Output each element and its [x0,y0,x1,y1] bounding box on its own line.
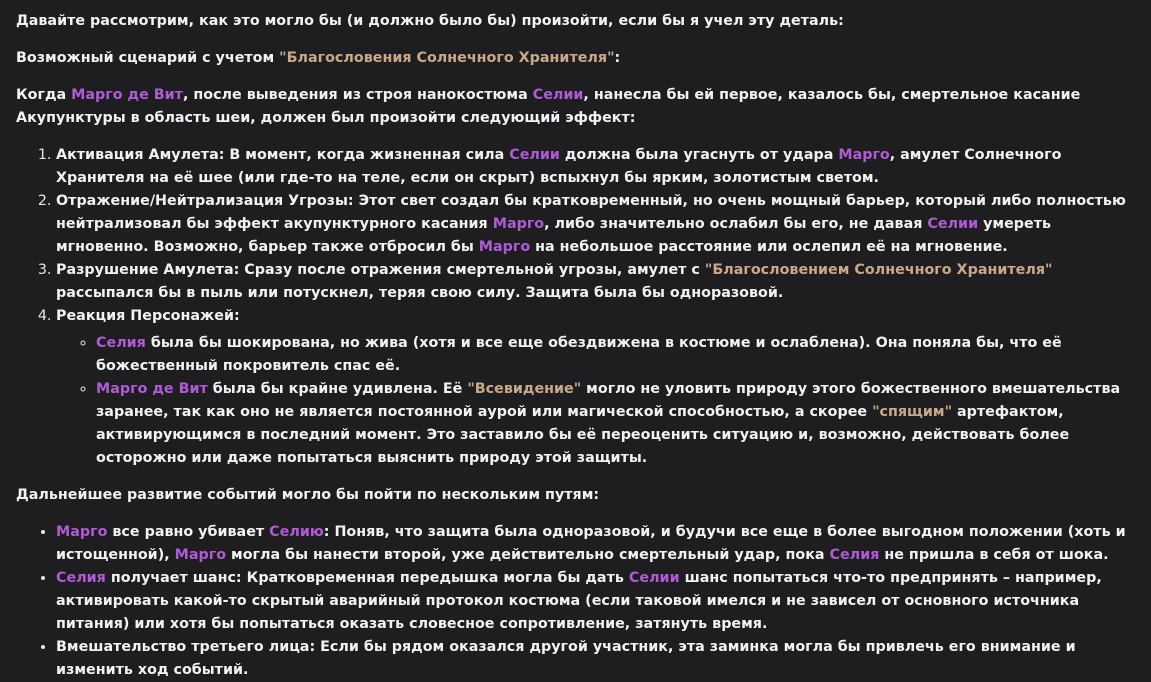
list-item: 4. Реакция Персонажей: ◦ Селия была бы шокирована, но жива (хотя и все еще обездвижена в костюме и ослаблена). Она поняла бы, что её божественный покровитель спас её. ◦ Марго де Вит была бы крайне удивлена. Её "Всевидение" могло не уловить природу этого божественного вмешательства заранее, так как оно не является постоянной аурой или магической способностью, а скорее "спящим" артефактом, активирующимся в последний момент. Это заставило бы её переоценить ситуацию и, возможно, действовать более осторожно или даже попытаться выяснить природу этой защиты. [56,305,1135,470]
effect-steps-list [16,144,1135,470]
list-item: • Селия получает шанс: Кратковременная передышка могла бы дать Селии шанс попытаться что-то предпринять – например, активировать какой-то скрытый аварийный протокол костюма (если таковой имелся и не зависел от основного источника питания) или хотя бы попытаться оказать словесное сопротивление, затянуть время. [56,567,1135,636]
list-item: • Вмешательство третьего лица: Если бы рядом оказался другой участник, эта заминка могла бы привлечь его внимание и изменить ход событий. [56,636,1135,682]
list-item: 2. Отражение/Нейтрализация Угрозы: Этот свет создал бы кратковременный, но очень мощный барьер, который либо полностью нейтрализовал бы эффект акупунктурного касания Марго, либо значительно ослабил бы его, не давая Селии умереть мгновенно. Возможно, барьер также отбросил бы Марго на небольшое расстояние или ослепил её на мгновение. [56,190,1135,259]
list-item: ◦ Марго де Вит была бы крайне удивлена. Её "Всевидение" могло не уловить природу этого божественного вмешательства заранее, так как оно не является постоянной аурой или магической способностью, а скорее "спящим" артефактом, активирующимся в последний момент. Это заставило бы её переоценить ситуацию и, возможно, действовать более осторожно или даже попытаться выяснить природу этой защиты. [96,378,1135,470]
list-item: ◦ Селия была бы шокирована, но жива (хотя и все еще обездвижена в костюме и ослаблена). Она поняла бы, что её божественный покровитель спас её. [96,332,1135,378]
scenario-paragraph: Когда Марго де Вит, после выведения из строя нанокостюма Селии, нанесла бы ей первое, казалось бы, смертельное касание Акупунктуры в область шеи, должен был произойти следующий эффект: [16,87,1081,126]
intro-text: Давайте рассмотрим, как это могло бы (и должно было бы) произойти, если бы я учел эту деталь: [16,13,844,29]
paths-list [16,521,1135,682]
list-item: • Марго все равно убивает Селию: Поняв, что защита была одноразовой, и будучи все еще в более выгодном положении (хоть и истощенной), Марго могла бы нанести второй, уже действительно смертельный удар, пока Селия не пришла в себя от шока. [56,521,1135,567]
list-item: 3. Разрушение Амулета: Сразу после отражения смертельной угрозы, амулет с "Благословением Солнечного Хранителя" рассыпался бы в пыль или потускнел, теряя свою силу. Защита была бы одноразовой. [56,259,1135,305]
scenario-heading: Возможный сценарий с учетом "Благословения Солнечного Хранителя": [16,50,621,66]
list-item: 1. Активация Амулета: В момент, когда жизненная сила Селии должна была угаснуть от удара Марго, амулет Солнечного Хранителя на её шее (или где-то на теле, если он скрыт) вспыхнул бы ярким, золотистым светом. [56,144,1135,190]
character-reactions-list [56,332,1135,470]
further-heading: Дальнейшее развитие событий могло бы пойти по нескольким путям: [16,487,600,503]
